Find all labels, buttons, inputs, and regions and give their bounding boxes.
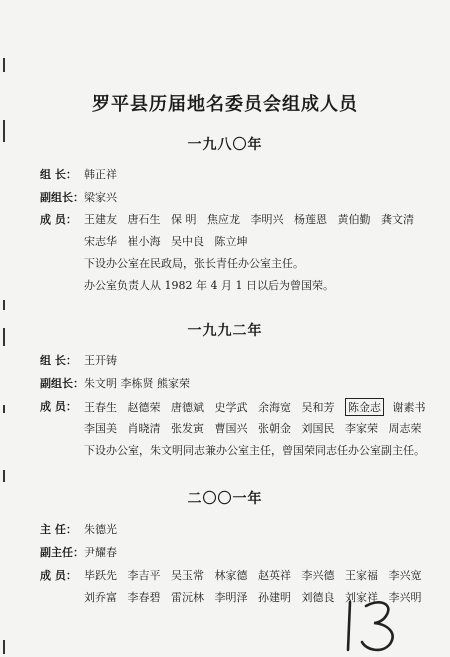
member-name: 周志荣 [388,422,422,435]
member-name: 黄伯勤 [337,213,371,226]
leader-row-2001 [40,521,117,537]
deputy-row-2001 [40,544,117,560]
deputy-name: 梁家兴 [84,191,117,204]
member-name: 张朝金 [258,422,291,435]
member-name: 李明兴 [250,213,284,226]
members-label: 成 员： [40,569,77,582]
member-name: 焦应龙 [207,213,240,226]
member-name: 李家荣 [345,422,378,435]
member-name: 李兴明 [388,591,422,604]
leader-name: 韩正祥 [84,168,117,181]
members-label-row-2001 [40,567,84,583]
deputy-label: 副组长： [40,191,84,204]
leader-label: 组 长： [40,168,77,181]
members-label-row-1980 [40,211,84,227]
member-name: 保 明 [171,213,197,226]
leader-label: 组 长： [40,354,77,367]
member-name: 李吉平 [127,569,161,582]
member-name: 陈立坤 [214,235,248,248]
member-name: 刘国民 [301,422,335,435]
deputy-label: 副组长： [40,377,84,390]
member-name: 林家德 [214,569,248,582]
member-name: 李兴宽 [388,569,422,582]
member-name: 毕跃先 [84,569,117,582]
page-title: 罗平县历届地名委员会组成人员 [92,94,358,115]
member-name: 崔小海 [127,235,161,248]
member-name: 肖晓清 [127,422,161,435]
member-name: 赵英祥 [258,569,291,582]
member-name: 王家福 [345,569,378,582]
members-line-1-1992 [84,398,433,416]
section-title-1992: 一九九二年 [187,323,263,339]
note-1980-2: 办公室负责人从 1982 年 4 月 1 日以后为曾国荣。 [84,279,334,292]
deputy-row-1992 [40,375,190,391]
member-name: 宋志华 [84,235,117,248]
member-name: 唐德斌 [171,401,204,414]
member-name: 吴和芳 [301,401,335,414]
member-name: 赵德荣 [127,401,161,414]
member-name: 唐石生 [127,213,161,226]
member-name: 雷沅林 [171,591,204,604]
member-name: 王春生 [84,401,117,414]
note-1992-1: 下设办公室，朱文明同志兼办公室主任，曾国荣同志任办公室副主任。 [84,444,425,457]
members-line-2-1980 [84,233,255,249]
deputy-name: 尹耀春 [84,546,117,559]
members-label: 成 员： [40,400,77,413]
leader-name: 王开铸 [84,354,117,367]
member-name: 龚文清 [381,213,414,226]
deputy-label: 副主任： [40,546,84,559]
leader-row-1980 [40,166,117,182]
deputy-names: 朱文明 李栋贤 熊家荣 [84,377,190,390]
member-name: 孙建明 [258,591,291,604]
handwritten-page-number [336,596,406,654]
member-name: 李国美 [84,422,117,435]
members-label-row-1992 [40,398,84,414]
section-title-2001: 二〇〇一年 [187,491,263,507]
note-1980-1: 下设办公室在民政局，张长青任办公室主任。 [84,257,304,270]
member-name-boxed: 陈金志 [345,398,384,416]
member-name: 余海宽 [258,401,291,414]
member-name: 吴玉常 [171,569,204,582]
leader-name: 朱德光 [84,523,117,536]
member-name: 刘德良 [301,591,335,604]
leader-row-1992 [40,352,117,368]
members-line-1-2001 [84,567,429,583]
member-name: 李明泽 [214,591,248,604]
members-line-2-1992 [84,420,429,436]
members-label: 成 员： [40,213,77,226]
member-name: 谢素书 [392,401,426,414]
member-name: 曹国兴 [214,422,248,435]
deputy-row-1980 [40,189,117,205]
member-name: 杨莲恩 [294,213,327,226]
member-name: 刘家祥 [345,591,378,604]
member-name: 李春碧 [127,591,161,604]
member-name: 王建友 [84,213,117,226]
section-title-1980: 一九八〇年 [187,137,263,153]
member-name: 李兴德 [301,569,335,582]
members-line-1-1980 [84,211,421,227]
member-name: 史学武 [214,401,248,414]
member-name: 张发寅 [171,422,204,435]
member-name: 吴中良 [171,235,204,248]
leader-label: 主 任： [40,523,77,536]
member-name: 刘乔富 [84,591,117,604]
